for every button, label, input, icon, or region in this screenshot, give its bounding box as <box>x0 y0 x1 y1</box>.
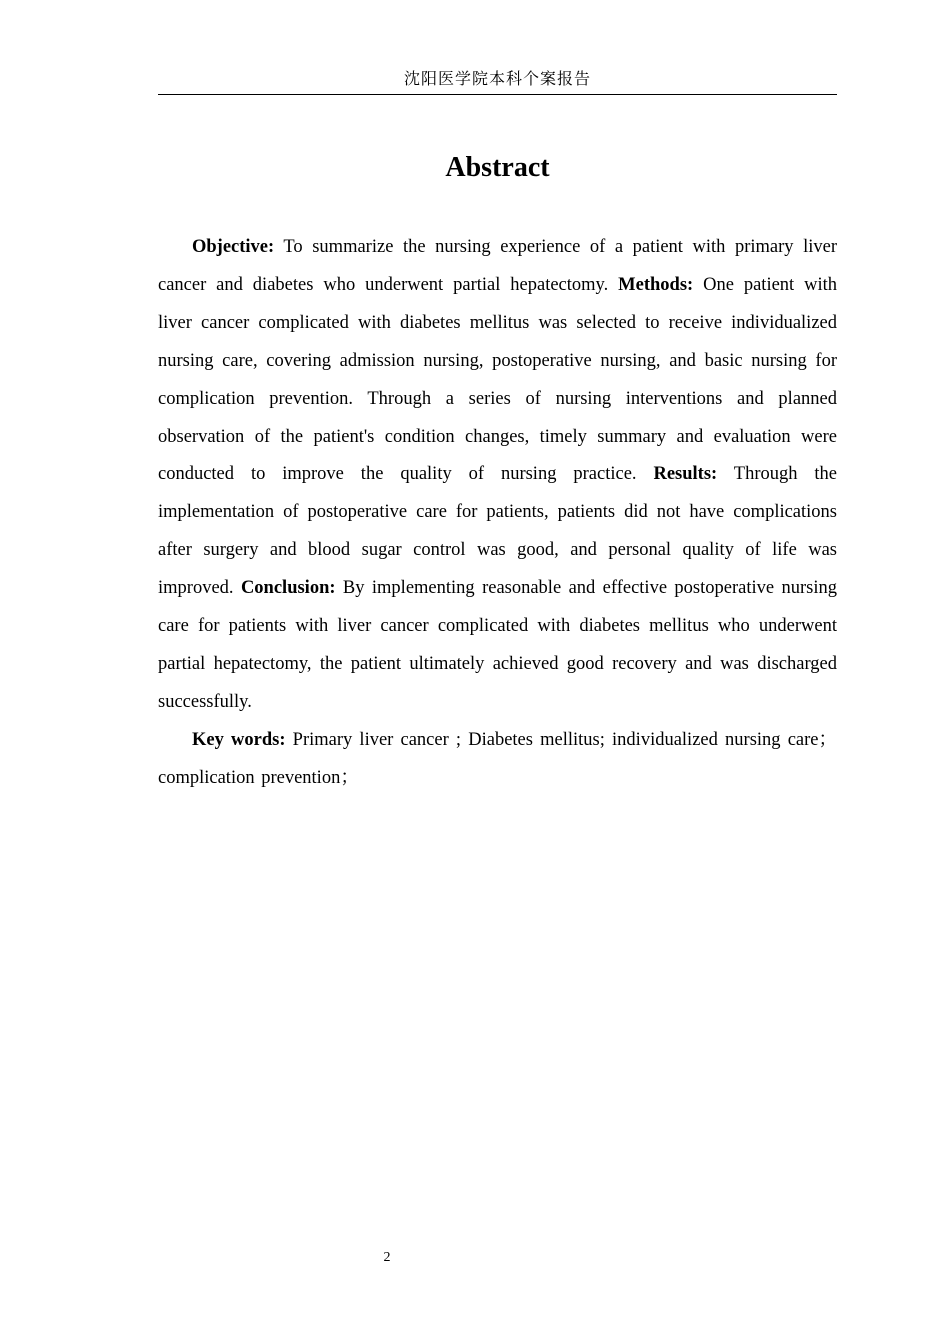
abstract-title: Abstract <box>445 152 550 183</box>
results-text: Through the implementation of postoperative care for patients, patients did not have complications after surgery and blood sugar control was good, and personal quality of life was improved. <box>158 464 837 599</box>
running-header: 沈阳医学院本科个案报告 <box>158 66 837 95</box>
methods-label: Methods: <box>618 274 694 295</box>
objective-label: Objective: <box>192 237 275 257</box>
keywords-text: Primary liver cancer ; Diabetes mellitus; individualized nursing care；complication prevention； <box>158 729 838 788</box>
abstract-paragraph <box>158 229 837 722</box>
keywords-paragraph <box>158 722 837 798</box>
conclusion-text: By implementing reasonable and effective postoperative nursing care for patients with liver cancer complicated with diabetes mellitus who underwent partial hepatectomy, the patient ultimately achieved good recovery and was discharged successfully. <box>158 578 838 712</box>
abstract-body <box>158 229 837 798</box>
methods-text: One patient with liver cancer complicated with diabetes mellitus was selected to receive individualized nursing care, covering admission nursing, postoperative nursing, and basic nursing for complication prevention. Through a series of nursing interventions and planned observation of the patient's condition changes, timely summary and evaluation were conducted to improve the quality of nursing practice. <box>158 274 837 485</box>
conclusion-label: Conclusion: <box>240 578 336 599</box>
page-number: 2 <box>383 1250 391 1265</box>
keywords-label: Key words: <box>192 729 286 750</box>
objective-text: To summarize the nursing experience of a patient with primary liver cancer and diabetes who underwent partial hepatectomy. <box>158 237 837 295</box>
results-label: Results: <box>653 464 718 485</box>
